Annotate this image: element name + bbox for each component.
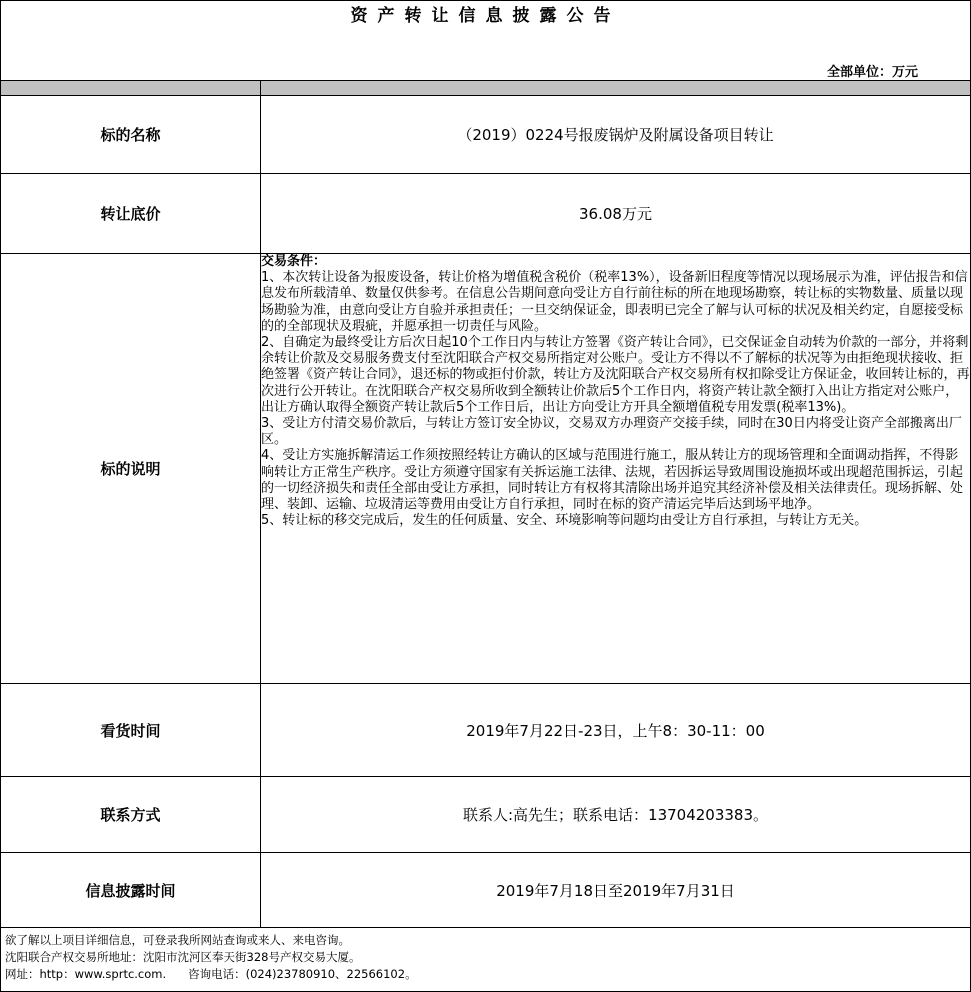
table-row-desc: [1, 254, 971, 684]
disclosure-table: [0, 95, 971, 928]
desc-item: 3、受让方付清交易价款后，与转让方签订安全协议，交易双方办理资产交接手续，同时在30日内将受让资产全部搬离出厂区。: [261, 416, 962, 448]
desc-heading: 交易条件：: [261, 254, 327, 269]
page-title: 资产转让信息披露公告: [0, 0, 971, 36]
viewing-label: 看货时间: [1, 684, 261, 777]
name-label: 标的名称: [1, 96, 261, 174]
table-row-price: [1, 174, 971, 254]
disclosure-value: 2019年7月18日至2019年7月31日: [261, 853, 971, 928]
table-row-disclosure: [1, 853, 971, 928]
footer-line: 欲了解以上项目详细信息，可登录我所网站查询或来人、来电咨询。: [5, 933, 350, 947]
unit-row: [0, 36, 971, 80]
price-label: 转让底价: [1, 174, 261, 254]
header-band: [0, 80, 971, 96]
desc-content: [261, 254, 971, 684]
desc-label: 标的说明: [1, 254, 261, 684]
table-row-viewing: [1, 684, 971, 777]
footer-address: 沈阳联合产权交易所地址：沈阳市沈河区奉天街328号产权交易大厦。: [5, 950, 361, 964]
contact-value: 联系人:高先生；联系电话：13704203383。: [261, 777, 971, 853]
table-row-name: [1, 96, 971, 174]
disclosure-label: 信息披露时间: [1, 853, 261, 928]
desc-item: 4、受让方实施拆解清运工作须按照经转让方确认的区域与范围进行施工，服从转让方的现场管理和全面调动指挥，不得影响转让方正常生产秩序。受让方须遵守国家有关拆运施工法律、法规，若因拆运导致周围设施损坏或出现超范围拆运，引起的一切经济损失和责任全部由受让方承担，同时转让方有权将其清除出场并追究其经济补偿及相关法律责任。现场拆解、处理、装卸、运输、垃圾清运等费用由受让方自行承担，同时在标的资产清运完毕后达到场平地净。: [261, 448, 964, 513]
desc-item: 2、自确定为最终受让方后次日起10个工作日内与转让方签署《资产转让合同》，已交保证金自动转为价款的一部分，并将剩余转让价款及交易服务费支付至沈阳联合产权交易所指定对公账户。受让方不得以不了解标的状况等为由拒绝现状接收、拒绝签署《资产转让合同》，退还标的物或拒付价款，转让方及沈阳联合产权交易所有权扣除受让方保证金，收回转让标的，再次进行公开转让。在沈阳联合产权交易所收到全额转让价款后5个工作日内，将资产转让款全额打入出让方指定对公账户，出让方确认取得全额资产转让款后5个工作日后，出让方向受让方开具全额增值税专用发票(税率13%)。: [261, 335, 970, 415]
desc-item: 5、转让标的移交完成后，发生的任何质量、安全、环境影响等问题均由受让方自行承担，与转让方无关。: [261, 513, 868, 529]
unit-label: 全部单位：万元: [826, 65, 918, 80]
viewing-value: 2019年7月22日-23日，上午8：30-11：00: [261, 684, 971, 777]
footer-notes: [0, 928, 971, 992]
name-value: （2019）0224号报废锅炉及附属设备项目转让: [261, 96, 971, 174]
footer-contact: 网址：http：www.sprtc.com. 咨询电话：(024)23780910、22566102。: [5, 967, 417, 981]
table-row-contact: [1, 777, 971, 853]
desc-item: 1、本次转让设备为报废设备，转让价格为增值税含税价（税率13%），设备新旧程度等情况以现场展示为准，评估报告和信息发布所载清单、数量仅供参考。在信息公告期间意向受让方自行前往标的所在地现场勘察，转让标的实物数量、质量以现场勘验为准，由意向受让方自验并承担责任；一旦交纳保证金，即表明已完全了解与认可标的状况及相关约定，自愿接受标的的全部现状及瑕疵，并愿承担一切责任与风险。: [261, 270, 968, 334]
price-value: 36.08万元: [261, 174, 971, 254]
contact-label: 联系方式: [1, 777, 261, 853]
